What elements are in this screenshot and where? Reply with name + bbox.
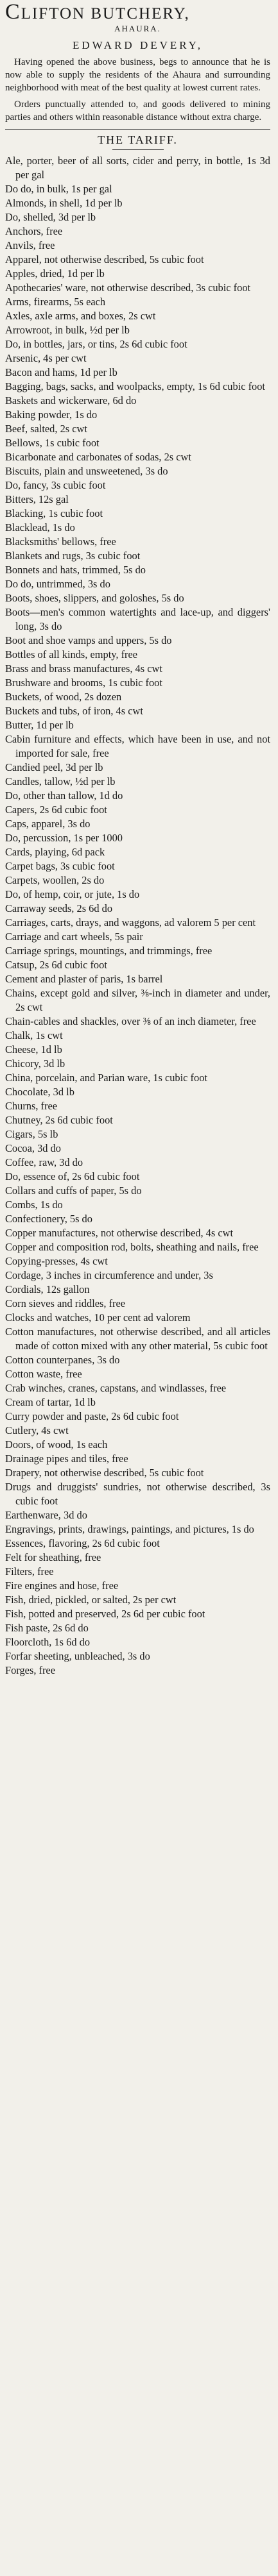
tariff-item: Catsup, 2s 6d cubic foot xyxy=(5,959,107,971)
tariff-item: Confectionery, 5s do xyxy=(5,1213,92,1225)
tariff-item: Boots, shoes, slippers, and goloshes, 5s do xyxy=(5,592,184,604)
tariff-item: Apparel, not otherwise described, 5s cubic foot xyxy=(5,253,204,265)
tariff-list xyxy=(5,154,270,1678)
tariff-item: Curry powder and paste, 2s 6d cubic foot xyxy=(5,1410,179,1422)
tariff-item: Arrowroot, in bulk, ½d per lb xyxy=(5,324,130,336)
tariff-item: Cutlery, 4s cwt xyxy=(5,1424,69,1436)
tariff-item: China, porcelain, and Parian ware, 1s cubic foot xyxy=(5,1072,207,1084)
masthead-rest: LIFTON BUTCHERY, xyxy=(21,5,190,22)
divider xyxy=(112,149,164,150)
tariff-item: Axles, axle arms, and boxes, 2s cwt xyxy=(5,310,156,322)
tariff-item: Floorcloth, 1s 6d do xyxy=(5,1636,91,1648)
tariff-item: Felt for sheathing, free xyxy=(5,1551,101,1563)
tariff-item: Cream of tartar, 1d lb xyxy=(5,1396,96,1408)
tariff-item: Boot and shoe vamps and uppers, 5s do xyxy=(5,634,172,646)
tariff-item: Cordials, 12s gallon xyxy=(5,1283,90,1295)
tariff-item: Do, percussion, 1s per 1000 xyxy=(5,832,123,844)
tariff-item: Cards, playing, 6d pack xyxy=(5,846,105,858)
tariff-item: Candied peel, 3d per lb xyxy=(5,761,103,773)
tariff-item: Crab winches, cranes, capstans, and windlasses, free xyxy=(5,1382,227,1394)
tariff-item: Blankets and rugs, 3s cubic foot xyxy=(5,550,141,562)
tariff-item: Do, shelled, 3d per lb xyxy=(5,211,96,223)
tariff-item: Do, other than tallow, 1d do xyxy=(5,789,123,802)
tariff-item: Cement and plaster of paris, 1s barrel xyxy=(5,973,163,985)
tariff-item: Blacking, 1s cubic foot xyxy=(5,507,103,519)
tariff-item: Chains, except gold and silver, ⅜-inch in diameter and under, 2s cwt xyxy=(5,987,270,1013)
tariff-item: Bellows, 1s cubic foot xyxy=(5,437,100,449)
tariff-item: Corn sieves and riddles, free xyxy=(5,1297,126,1309)
tariff-item: Buckets and tubs, of iron, 4s cwt xyxy=(5,705,143,717)
tariff-item: Carriage springs, mountings, and trimmings, free xyxy=(5,945,213,957)
tariff-item: Apothecaries' ware, not otherwise described, 3s cubic foot xyxy=(5,282,251,294)
tariff-item: Ale, porter, beer of all sorts, cider and perry, in bottle, 1s 3d per gal xyxy=(5,155,270,181)
tariff-item: Bonnets and hats, trimmed, 5s do xyxy=(5,564,146,576)
tariff-item: Arsenic, 4s per cwt xyxy=(5,352,87,364)
tariff-item: Apples, dried, 1d per lb xyxy=(5,267,105,280)
location: AHAURA. xyxy=(114,24,161,33)
tariff-item: Fish paste, 2s 6d do xyxy=(5,1622,89,1634)
tariff-item: Carpet bags, 3s cubic foot xyxy=(5,860,115,872)
tariff-item: Fire engines and hose, free xyxy=(5,1579,119,1592)
tariff-item: Boots—men's common watertights and lace-up, and diggers' long, 3s do xyxy=(5,606,270,632)
tariff-item: Cheese, 1d lb xyxy=(5,1043,62,1056)
tariff-item: Forfar sheeting, unbleached, 3s do xyxy=(5,1650,150,1662)
tariff-item: Bitters, 12s gal xyxy=(5,493,69,505)
tariff-item: Engravings, prints, drawings, paintings, and pictures, 1s do xyxy=(5,1523,254,1535)
tariff-item: Cabin furniture and effects, which have been in use, and not imported for sale, free xyxy=(5,733,270,759)
tariff-item: Drapery, not otherwise described, 5s cubic foot xyxy=(5,1467,204,1479)
tariff-item: Blacklead, 1s do xyxy=(5,521,75,534)
tariff-item: Clocks and watches, 10 per cent ad valorem xyxy=(5,1311,191,1324)
tariff-item: Chocolate, 3d lb xyxy=(5,1086,74,1098)
tariff-item: Carriages, carts, drays, and waggons, ad valorem 5 per cent xyxy=(5,916,256,929)
tariff-item: Cocoa, 3d do xyxy=(5,1142,61,1154)
tariff-item: Fish, dried, pickled, or salted, 2s per cwt xyxy=(5,1594,177,1606)
tariff-item: Chutney, 2s 6d cubic foot xyxy=(5,1114,113,1126)
tariff-item: Carpets, woollen, 2s do xyxy=(5,874,105,886)
tariff-item: Forges, free xyxy=(5,1664,55,1676)
tariff-item: Bagging, bags, sacks, and woolpacks, empty, 1s 6d cubic foot xyxy=(5,380,265,392)
tariff-item: Biscuits, plain and unsweetened, 3s do xyxy=(5,465,168,477)
tariff-item: Chicory, 3d lb xyxy=(5,1057,65,1070)
tariff-item: Candles, tallow, ½d per lb xyxy=(5,775,116,787)
tariff-item: Arms, firearms, 5s each xyxy=(5,296,106,308)
tariff-item: Drainage pipes and tiles, free xyxy=(5,1452,128,1465)
tariff-item: Do, in bottles, jars, or tins, 2s 6d cubic foot xyxy=(5,338,187,350)
tariff-item: Chain-cables and shackles, over ⅜ of an inch diameter, free xyxy=(5,1015,256,1027)
tariff-item: Cigars, 5s lb xyxy=(5,1128,58,1140)
tariff-item: Cotton manufactures, not otherwise described, and all articles made of cotton mixed with any other material, 5s cubic foot xyxy=(5,1326,270,1352)
proprietor: EDWARD DEVERY, xyxy=(72,39,204,51)
tariff-item: Baskets and wickerware, 6d do xyxy=(5,394,137,407)
tariff-item: Anvils, free xyxy=(5,239,55,251)
tariff-item: Churns, free xyxy=(5,1100,58,1112)
tariff-item: Copper and composition rod, bolts, sheathing and nails, free xyxy=(5,1241,259,1253)
notice-paragraph: Orders punctually attended to, and goods delivered to mining parties and others within reasonable distance without extra charge. xyxy=(5,99,270,122)
tariff-item: Brass and brass manufactures, 4s cwt xyxy=(5,662,162,675)
tariff-item: Essences, flavoring, 2s 6d cubic foot xyxy=(5,1537,160,1549)
tariff-item: Buckets, of wood, 2s dozen xyxy=(5,691,122,703)
masthead xyxy=(5,0,270,24)
tariff-item: Copper manufactures, not otherwise described, 4s cwt xyxy=(5,1227,234,1239)
tariff-item: Butter, 1d per lb xyxy=(5,719,74,731)
masthead-initial: C xyxy=(5,0,21,24)
tariff-item: Almonds, in shell, 1d per lb xyxy=(5,197,123,209)
tariff-item: Carraway seeds, 2s 6d do xyxy=(5,902,113,914)
tariff-item: Do do, in bulk, 1s per gal xyxy=(5,183,112,195)
tariff-item: Cordage, 3 inches in circumference and under, 3s xyxy=(5,1269,213,1281)
tariff-item: Carriage and cart wheels, 5s pair xyxy=(5,930,143,943)
tariff-item: Chalk, 1s cwt xyxy=(5,1029,63,1041)
tariff-item: Caps, apparel, 3s do xyxy=(5,818,91,830)
tariff-item: Collars and cuffs of paper, 5s do xyxy=(5,1184,142,1197)
tariff-item: Capers, 2s 6d cubic foot xyxy=(5,804,107,816)
tariff-item: Brushware and brooms, 1s cubic foot xyxy=(5,677,162,689)
tariff-item: Do, of hemp, coir, or jute, 1s do xyxy=(5,888,140,900)
divider xyxy=(5,129,270,130)
tariff-item: Earthenware, 3d do xyxy=(5,1509,87,1521)
tariff-item: Drugs and druggists' sundries, not otherwise described, 3s cubic foot xyxy=(5,1481,270,1507)
tariff-item: Doors, of wood, 1s each xyxy=(5,1438,108,1451)
tariff-item: Bacon and hams, 1d per lb xyxy=(5,366,117,378)
tariff-item: Coffee, raw, 3d do xyxy=(5,1156,83,1168)
notice-paragraph: Having opened the above business, begs to announce that he is now able to supply the residents of the Ahaura and surrounding neighborhood with meat of the best quality at lowest current rates. xyxy=(5,57,270,93)
tariff-item: Do do, untrimmed, 3s do xyxy=(5,578,110,590)
tariff-item: Copying-presses, 4s cwt xyxy=(5,1255,108,1267)
tariff-item: Baking powder, 1s do xyxy=(5,408,98,421)
tariff-item: Bicarbonate and carbonates of sodas, 2s cwt xyxy=(5,451,191,463)
tariff-item: Do, fancy, 3s cubic foot xyxy=(5,479,106,491)
tariff-item: Anchors, free xyxy=(5,225,63,237)
tariff-title: THE TARIFF. xyxy=(98,133,178,146)
tariff-item: Blacksmiths' bellows, free xyxy=(5,535,116,548)
tariff-item: Bottles of all kinds, empty, free xyxy=(5,648,138,661)
tariff-item: Fish, potted and preserved, 2s 6d per cubic foot xyxy=(5,1608,205,1620)
tariff-item: Combs, 1s do xyxy=(5,1199,63,1211)
tariff-item: Cotton waste, free xyxy=(5,1368,82,1380)
tariff-item: Filters, free xyxy=(5,1565,54,1578)
tariff-item: Cotton counterpanes, 3s do xyxy=(5,1354,120,1366)
tariff-item: Do, essence of, 2s 6d cubic foot xyxy=(5,1170,140,1183)
tariff-item: Beef, salted, 2s cwt xyxy=(5,423,87,435)
